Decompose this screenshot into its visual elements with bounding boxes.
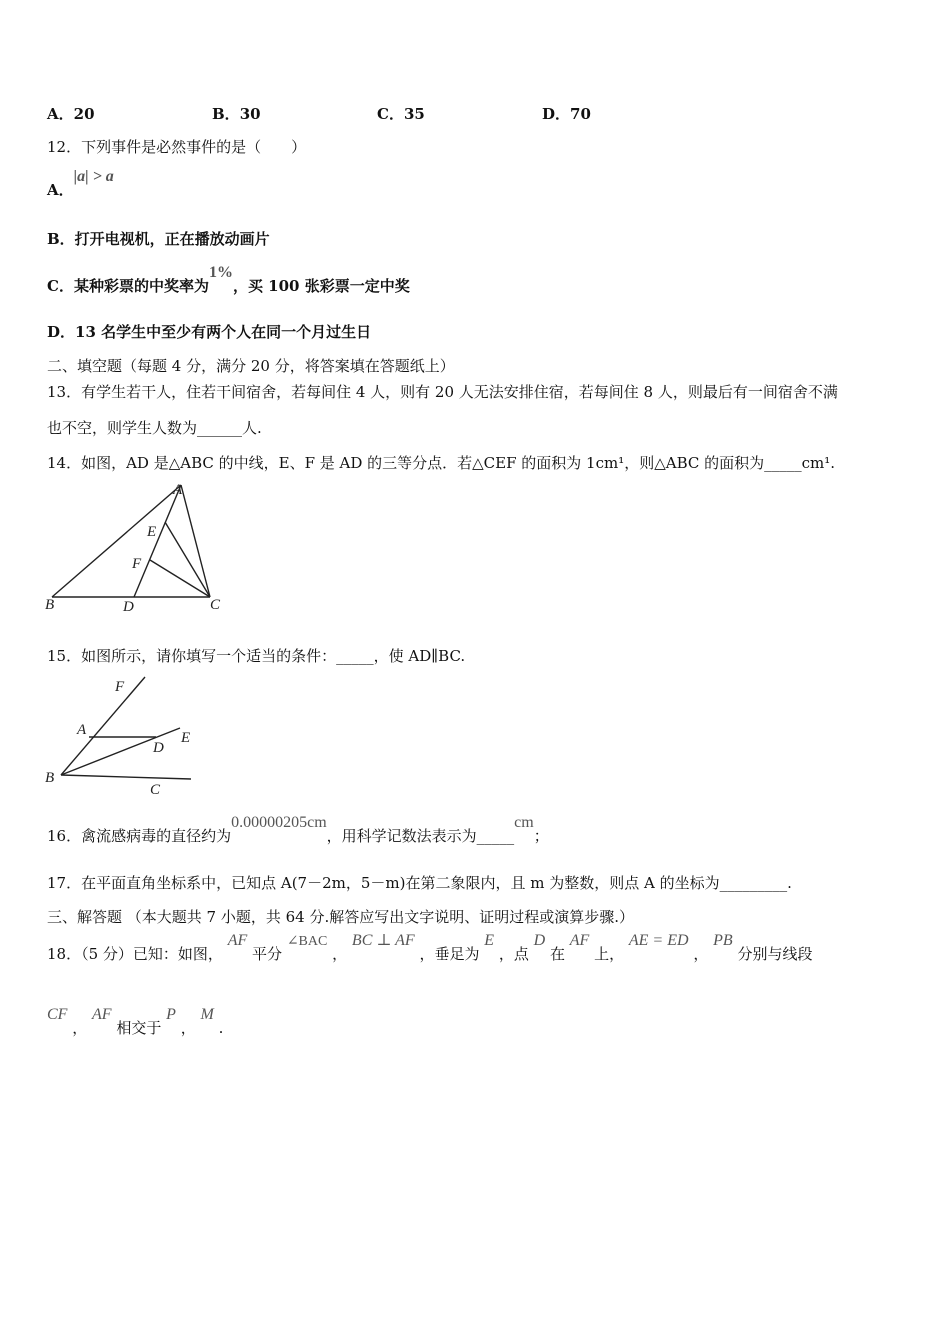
q16-math-value: 0.00000205cm xyxy=(231,814,327,831)
q14-label-f: F xyxy=(132,556,142,572)
q14-text: 14．如图，AD 是△ABC 的中线，E、F 是 AD 的三等分点．若△CEF 的面积为 1cm¹，则△ABC 的面积为_____cm¹. xyxy=(47,454,836,472)
section-2-heading: 二、填空题（每题 4 分，满分 20 分，将答案填在答题纸上） xyxy=(47,357,455,375)
q18-line2: CF ， AF 相交于 P ， M . xyxy=(47,1006,224,1037)
q15-label-a: A xyxy=(77,722,87,738)
q12-option-b: B．打开电视机，正在播放动画片 xyxy=(47,230,270,248)
q15-text: 15．如图所示，请你填写一个适当的条件：_____，使 AD∥BC. xyxy=(47,647,466,665)
q17-text: 17．在平面直角坐标系中，已知点 A(7－2m，5－m)在第二象限内，且 m 为整数，则点 A 的坐标为_________. xyxy=(47,874,792,892)
q12-stem: 12．下列事件是必然事件的是（ ） xyxy=(47,138,307,156)
option-d: D．70 xyxy=(542,105,591,123)
q14-label-e: E xyxy=(147,524,157,540)
q12-option-d: D．13 名学生中至少有两个人在同一个月过生日 xyxy=(47,323,372,341)
q13-line1: 13．有学生若干人，住若干间宿舍，若每间住 4 人，则有 20 人无法安排住宿，若每间住 8 人，则最后有一间宿舍不满 xyxy=(47,383,838,401)
q15-label-e: E xyxy=(181,730,191,746)
q12-option-c: C．某种彩票的中奖率为1%，买 100 张彩票一定中奖 xyxy=(47,264,410,295)
q15-parallel-figure xyxy=(40,672,200,797)
q16-text: 16．禽流感病毒的直径约为0.00000205cm，用科学记数法表示为_____cm； xyxy=(47,814,549,845)
q14-label-c: C xyxy=(210,597,221,613)
q15-label-d: D xyxy=(153,740,164,756)
q13-line2: 也不空，则学生人数为______人. xyxy=(47,419,262,437)
option-b: B．30 xyxy=(212,105,261,123)
option-c: C．35 xyxy=(377,105,425,123)
q15-label-c: C xyxy=(150,782,161,797)
section-3-heading: 三、解答题 （本大题共 7 小题，共 64 分.解答应写出文字说明、证明过程或演算步骤.） xyxy=(47,908,635,926)
q14-label-a: A xyxy=(173,482,183,498)
q15-label-f: F xyxy=(115,679,125,695)
q14-label-b: B xyxy=(45,597,55,613)
q12-c-math: 1% xyxy=(208,264,233,281)
q12-a-math: |a| > a xyxy=(73,168,114,185)
q15-label-b: B xyxy=(45,770,55,786)
q14-label-d: D xyxy=(123,599,134,615)
q14-triangle-figure xyxy=(40,478,230,618)
q12-option-a: A．|a| > a xyxy=(47,168,114,199)
q16-math-unit: cm xyxy=(514,814,534,831)
option-a: A．20 xyxy=(47,105,95,123)
q18-line1: 18．（5 分）已知：如图， AF 平分 ∠BAC ， BC ⊥ AF ，垂足为 E ，点 D 在 AF 上， AE = ED ， PB 分别与线段 xyxy=(47,932,813,963)
